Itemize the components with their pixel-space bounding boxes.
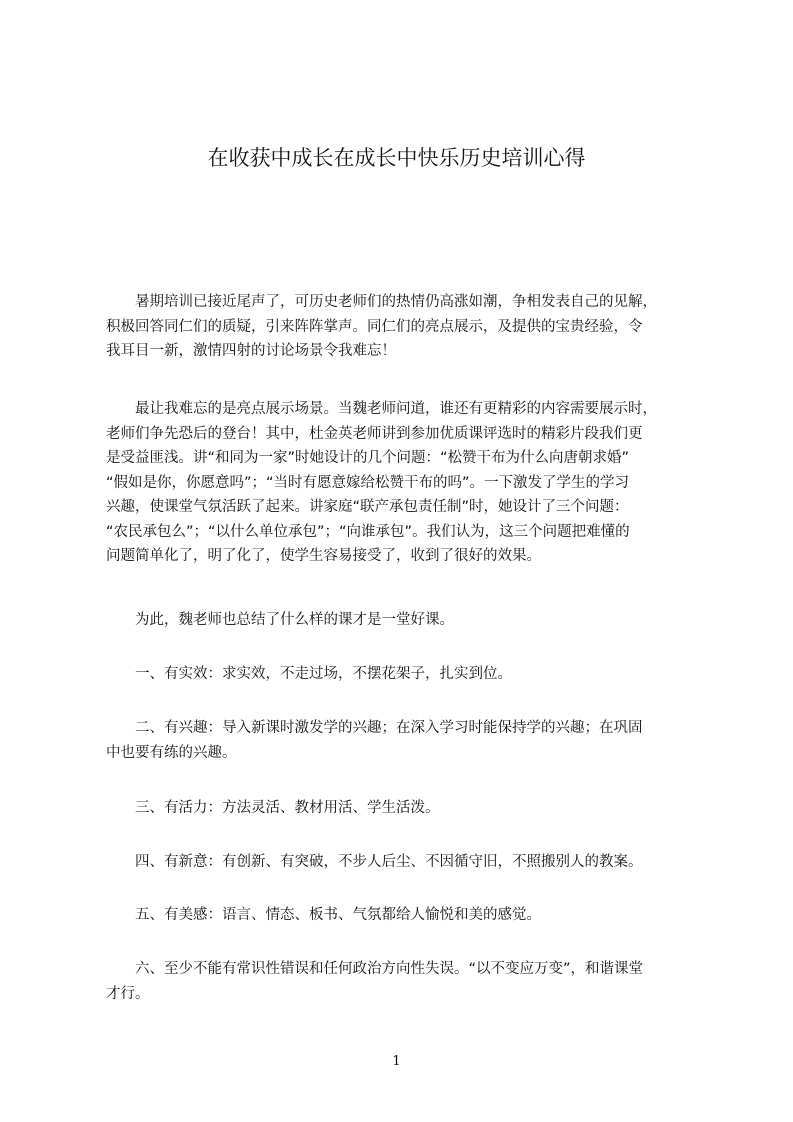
- paragraph-point-4: [106, 850, 706, 875]
- paragraph-intro: [106, 290, 706, 364]
- paragraph-point-3: [106, 796, 706, 821]
- text-line: 才行。: [106, 985, 150, 1002]
- text-line: 三、有活力：方法灵活、教材用活、学生活泼。: [106, 800, 440, 816]
- text-line: 积极回答同仁们的质疑，引来阵阵掌声。同仁们的亮点展示，及提供的宝贵经验，令: [106, 318, 643, 335]
- text-line: 最让我难忘的是亮点展示场景。当魏老师问道，谁还有更精彩的内容需要展示时，: [106, 401, 657, 417]
- page-number: 1: [392, 1054, 401, 1069]
- text-line: 问题简单化了，明了化了，使学生容易接受了，收到了很好的效果。: [106, 548, 541, 564]
- paragraph-highlight: [106, 397, 706, 569]
- paragraph-point-2: [106, 716, 706, 765]
- document-title: 在收获中成长在成长中快乐历史培训心得: [207, 146, 586, 170]
- text-line: 暑期培训已接近尾声了，可历史老师们的热情仍高涨如潮，争相发表自己的见解，: [106, 294, 657, 310]
- text-line: “农民承包么”；“以什么单位承包”；“向谁承包”。我们认为，这三个问题把难懂的: [106, 523, 630, 540]
- paragraph-point-1: [106, 662, 706, 687]
- paragraph-summary: [106, 608, 706, 633]
- text-line: 二、有兴趣：导入新课时激发学的兴趣；在深入学习时能保持学的兴趣；在巩固: [106, 720, 643, 736]
- text-line: 为此，魏老师也总结了什么样的课才是一堂好课。: [106, 612, 454, 628]
- paragraph-point-5: [106, 903, 706, 928]
- text-line: 中也要有练的兴趣。: [106, 744, 237, 761]
- text-line: 五、有美感：语言、情态、板书、气氛都给人愉悦和美的感觉。: [106, 907, 541, 923]
- text-line: 一、有实效：求实效，不走过场，不摆花架子，扎实到位。: [106, 666, 512, 682]
- text-line: 我耳目一新，激情四射的讨论场景令我难忘！: [106, 343, 396, 359]
- text-line: “假如是你，你愿意吗”；“当时有愿意嫁给松赞干布的吗”。一下激发了学生的学习: [106, 474, 630, 491]
- text-line: 兴趣，使课堂气氛活跃了起来。讲家庭“联产承包责任制”时，她设计了三个问题：: [106, 499, 629, 515]
- text-line: 是受益匪浅。讲“和同为一家”时她设计的几个问题：“松赞干布为什么向唐朝求婚”: [106, 450, 630, 466]
- paragraph-point-6: [106, 957, 706, 1006]
- text-line: 四、有新意：有创新、有突破，不步人后尘、不因循守旧，不照搬别人的教案。: [106, 854, 643, 870]
- text-line: 老师们争先恐后的登台！其中，杜金英老师讲到参加优质课评选时的精彩片段我们更: [106, 425, 643, 442]
- text-line: 六、至少不能有常识性错误和任何政治方向性失误。“以不变应万变”，和谐课堂: [106, 961, 644, 977]
